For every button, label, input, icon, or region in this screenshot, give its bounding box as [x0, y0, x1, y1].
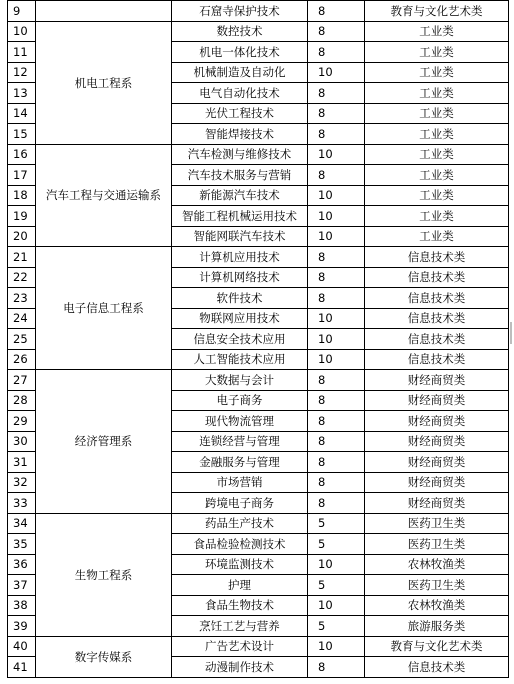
row-years: 8	[308, 472, 365, 493]
row-years: 8	[308, 124, 365, 145]
row-seq: 18	[8, 185, 36, 206]
row-seq: 26	[8, 349, 36, 370]
row-years: 10	[308, 595, 365, 616]
row-years: 10	[308, 144, 365, 165]
row-years: 5	[308, 575, 365, 596]
major-name: 电气自动化技术	[172, 83, 308, 104]
major-name: 计算机应用技术	[172, 247, 308, 268]
major-name: 食品检验检测技术	[172, 534, 308, 555]
row-years: 8	[308, 165, 365, 186]
major-name: 烹饪工艺与营养	[172, 616, 308, 637]
major-table	[7, 0, 509, 678]
row-years: 10	[308, 329, 365, 350]
row-seq: 20	[8, 226, 36, 247]
row-category: 医药卫生类	[365, 534, 509, 555]
row-seq: 23	[8, 288, 36, 309]
major-name: 汽车检测与维修技术	[172, 144, 308, 165]
row-category: 工业类	[365, 165, 509, 186]
major-name: 机械制造及自动化	[172, 62, 308, 83]
row-seq: 28	[8, 390, 36, 411]
row-category: 工业类	[365, 62, 509, 83]
row-category: 财经商贸类	[365, 370, 509, 391]
row-category: 工业类	[365, 206, 509, 227]
row-seq: 34	[8, 513, 36, 534]
row-category: 信息技术类	[365, 267, 509, 288]
row-category: 工业类	[365, 103, 509, 124]
row-years: 8	[308, 247, 365, 268]
department-name: 经济管理系	[36, 370, 172, 514]
major-name: 软件技术	[172, 288, 308, 309]
row-seq: 22	[8, 267, 36, 288]
row-category: 旅游服务类	[365, 616, 509, 637]
row-years: 10	[308, 349, 365, 370]
major-name: 广告艺术设计	[172, 636, 308, 657]
row-category: 财经商贸类	[365, 431, 509, 452]
row-category: 财经商贸类	[365, 411, 509, 432]
row-category: 工业类	[365, 124, 509, 145]
row-years: 10	[308, 636, 365, 657]
table-row	[8, 21, 509, 42]
major-name: 新能源汽车技术	[172, 185, 308, 206]
row-category: 工业类	[365, 144, 509, 165]
document-page	[7, 0, 508, 678]
row-seq: 38	[8, 595, 36, 616]
major-name: 大数据与会计	[172, 370, 308, 391]
major-name: 金融服务与管理	[172, 452, 308, 473]
row-seq: 9	[8, 1, 36, 22]
row-category: 财经商贸类	[365, 452, 509, 473]
row-category: 教育与文化艺术类	[365, 636, 509, 657]
row-years: 10	[308, 206, 365, 227]
major-name: 食品生物技术	[172, 595, 308, 616]
row-years: 8	[308, 288, 365, 309]
row-category: 工业类	[365, 185, 509, 206]
department-cell-empty	[36, 1, 172, 22]
row-years: 8	[308, 370, 365, 391]
row-seq: 19	[8, 206, 36, 227]
table-row	[8, 1, 509, 22]
row-seq: 36	[8, 554, 36, 575]
major-name: 物联网应用技术	[172, 308, 308, 329]
row-years: 10	[308, 185, 365, 206]
row-category: 工业类	[365, 42, 509, 63]
row-years: 5	[308, 534, 365, 555]
row-years: 10	[308, 554, 365, 575]
major-name: 药品生产技术	[172, 513, 308, 534]
row-seq: 27	[8, 370, 36, 391]
department-name: 电子信息工程系	[36, 247, 172, 370]
row-seq: 33	[8, 493, 36, 514]
row-years: 10	[308, 226, 365, 247]
row-seq: 10	[8, 21, 36, 42]
major-name: 人工智能技术应用	[172, 349, 308, 370]
row-category: 工业类	[365, 21, 509, 42]
row-seq: 24	[8, 308, 36, 329]
row-category: 信息技术类	[365, 329, 509, 350]
row-seq: 29	[8, 411, 36, 432]
major-name: 连锁经营与管理	[172, 431, 308, 452]
major-name: 现代物流管理	[172, 411, 308, 432]
table-row	[8, 370, 509, 391]
row-category: 医药卫生类	[365, 513, 509, 534]
major-name: 计算机网络技术	[172, 267, 308, 288]
major-name: 石窟寺保护技术	[172, 1, 308, 22]
row-years: 8	[308, 83, 365, 104]
row-years: 8	[308, 657, 365, 678]
row-category: 财经商贸类	[365, 493, 509, 514]
row-seq: 13	[8, 83, 36, 104]
row-category: 医药卫生类	[365, 575, 509, 596]
major-name: 智能网联汽车技术	[172, 226, 308, 247]
row-years: 5	[308, 513, 365, 534]
department-name: 机电工程系	[36, 21, 172, 144]
row-seq: 40	[8, 636, 36, 657]
row-seq: 35	[8, 534, 36, 555]
row-seq: 17	[8, 165, 36, 186]
table-row	[8, 247, 509, 268]
row-seq: 15	[8, 124, 36, 145]
row-years: 8	[308, 431, 365, 452]
row-category: 信息技术类	[365, 349, 509, 370]
major-name: 汽车技术服务与营销	[172, 165, 308, 186]
row-seq: 31	[8, 452, 36, 473]
major-name: 护理	[172, 575, 308, 596]
major-name: 环境监测技术	[172, 554, 308, 575]
major-name: 智能焊接技术	[172, 124, 308, 145]
row-years: 8	[308, 103, 365, 124]
table-row	[8, 144, 509, 165]
row-years: 8	[308, 452, 365, 473]
row-years: 8	[308, 1, 365, 22]
department-name: 生物工程系	[36, 513, 172, 636]
row-years: 8	[308, 21, 365, 42]
row-seq: 11	[8, 42, 36, 63]
row-category: 信息技术类	[365, 657, 509, 678]
row-years: 10	[308, 62, 365, 83]
row-seq: 16	[8, 144, 36, 165]
table-row	[8, 513, 509, 534]
row-category: 教育与文化艺术类	[365, 1, 509, 22]
major-name: 电子商务	[172, 390, 308, 411]
major-name: 信息安全技术应用	[172, 329, 308, 350]
department-name: 数字传媒系	[36, 636, 172, 677]
department-name: 汽车工程与交通运输系	[36, 144, 172, 247]
row-seq: 39	[8, 616, 36, 637]
table-body	[8, 1, 509, 678]
row-category: 农林牧渔类	[365, 554, 509, 575]
row-years: 8	[308, 267, 365, 288]
row-category: 信息技术类	[365, 247, 509, 268]
major-name: 动漫制作技术	[172, 657, 308, 678]
row-seq: 25	[8, 329, 36, 350]
row-seq: 37	[8, 575, 36, 596]
row-seq: 12	[8, 62, 36, 83]
row-seq: 32	[8, 472, 36, 493]
row-years: 10	[308, 308, 365, 329]
row-seq: 14	[8, 103, 36, 124]
row-category: 财经商贸类	[365, 390, 509, 411]
row-years: 8	[308, 390, 365, 411]
row-seq: 21	[8, 247, 36, 268]
row-seq: 30	[8, 431, 36, 452]
table-row	[8, 636, 509, 657]
major-name: 机电一体化技术	[172, 42, 308, 63]
row-category: 工业类	[365, 226, 509, 247]
row-years: 5	[308, 616, 365, 637]
row-category: 财经商贸类	[365, 472, 509, 493]
row-seq: 41	[8, 657, 36, 678]
row-category: 农林牧渔类	[365, 595, 509, 616]
row-category: 信息技术类	[365, 308, 509, 329]
major-name: 数控技术	[172, 21, 308, 42]
row-years: 8	[308, 411, 365, 432]
major-name: 跨境电子商务	[172, 493, 308, 514]
row-years: 8	[308, 493, 365, 514]
row-category: 工业类	[365, 83, 509, 104]
row-years: 8	[308, 42, 365, 63]
row-category: 信息技术类	[365, 288, 509, 309]
major-name: 市场营销	[172, 472, 308, 493]
major-name: 光伏工程技术	[172, 103, 308, 124]
page-edge-mark	[510, 322, 512, 344]
major-name: 智能工程机械运用技术	[172, 206, 308, 227]
